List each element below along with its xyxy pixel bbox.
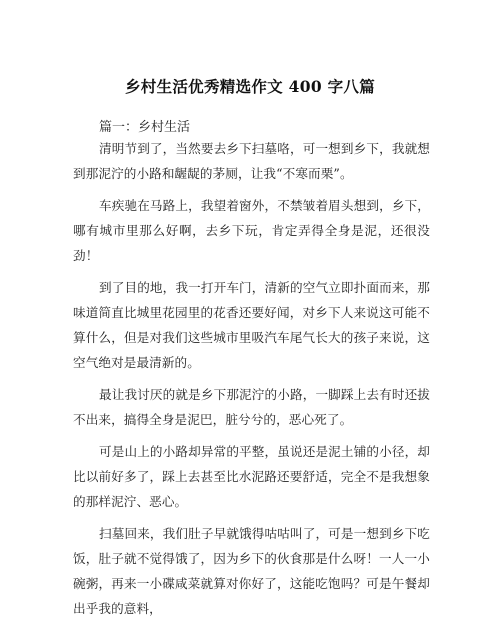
document-body (73, 136, 430, 621)
paragraph-4: 最让我讨厌的就是乡下那泥泞的小路，一脚踩上去有时还拔不出来，搞得全身是泥巴，脏兮兮的，恶心死了。 (73, 387, 430, 427)
paragraph-2: 车疾驰在马路上，我望着窗外，不禁皱着眉头想到，乡下，哪有城市里那么好啊，去乡下玩，肯定弄得全身是泥，还很没劲！ (73, 198, 430, 263)
paragraph-6: 扫墓回来，我们肚子早就饿得咕咕叫了，可是一想到乡下吃饭，肚子就不觉得饿了，因为乡下的伙食那是什么呀！一人一小碗粥，再来一小碟咸菜就算对你好了，这能吃饱吗？可是午餐却出乎我的意料， (73, 526, 430, 616)
paragraph-1: 清明节到了，当然要去乡下扫墓咯，可一想到乡下，我就想到那泥泞的小路和龌龊的茅厕，让我“不寒而栗”。 (73, 141, 430, 181)
document-title: 乡村生活优秀精选作文 400 字八篇 (124, 77, 376, 96)
paragraph-5: 可是山上的小路却异常的平整，虽说还是泥土铺的小径，却比以前好多了，踩上去甚至比水泥路还要舒适，完全不是我想象的那样泥泞、恶心。 (73, 444, 430, 509)
section-heading: 篇一：乡村生活 (99, 120, 191, 135)
paragraph-3: 到了目的地，我一打开车门，清新的空气立即扑面而来，那味道简直比城里花园里的花香还要好闻，对乡下人来说这可能不算什么，但是对我们这些城市里吸汽车尾气长大的孩子来说，这空气绝对是最清新的。 (73, 280, 430, 370)
